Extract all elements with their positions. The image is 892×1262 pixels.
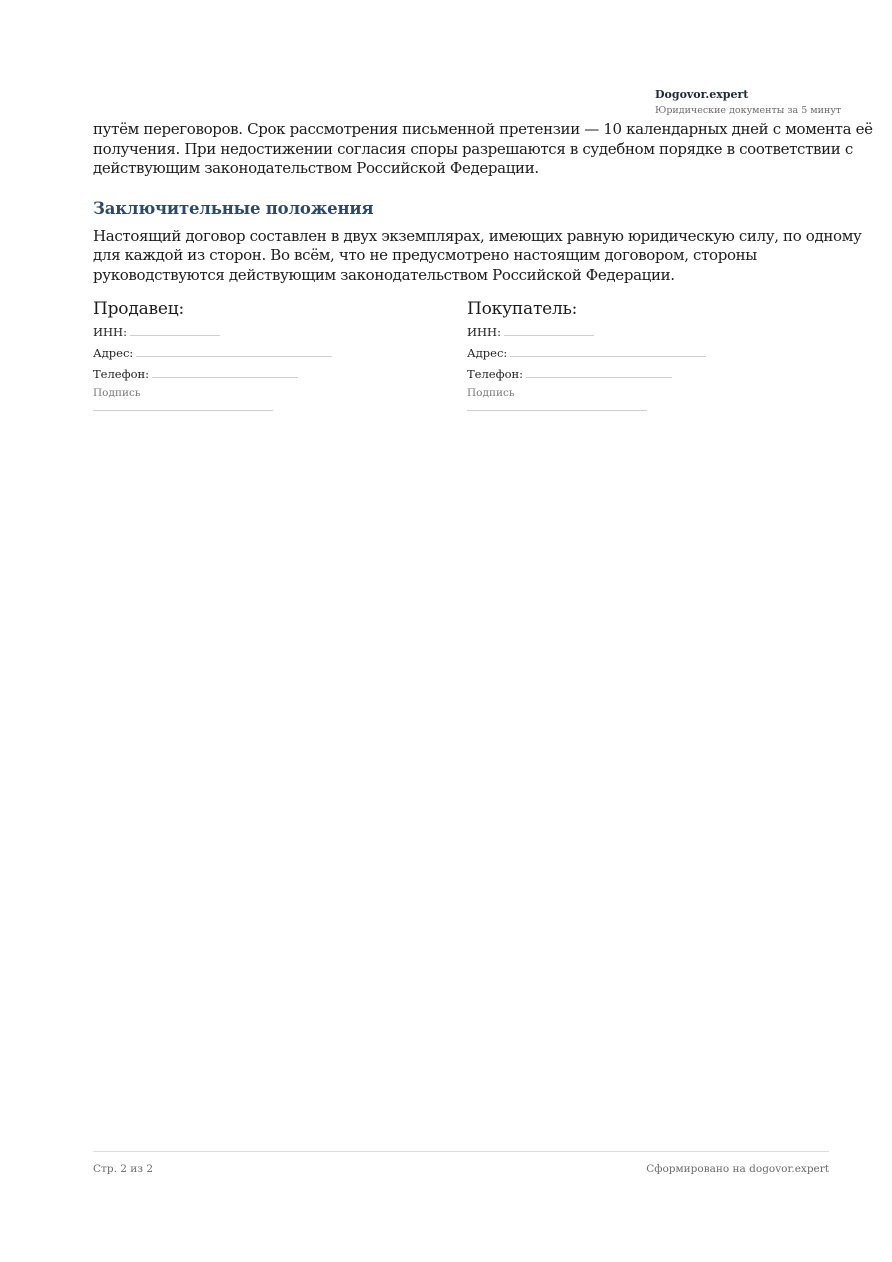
brand-tagline: Юридические документы за 5 минут [655, 105, 842, 116]
footer-divider [93, 1151, 829, 1152]
seller-block [93, 298, 393, 411]
generated-by-note: Сформировано на dogovor.expert [646, 1163, 829, 1175]
parties-block [93, 298, 833, 418]
seller-phone-label: Телефон: [93, 367, 150, 381]
final-section-title: Заключительные положения [93, 198, 374, 218]
seller-address-label: Адрес: [93, 346, 134, 360]
buyer-phone-line [526, 365, 672, 378]
seller-title: Продавец: [93, 299, 185, 319]
buyer-inn-line [504, 323, 594, 336]
buyer-phone-label: Телефон: [467, 367, 524, 381]
seller-phone-line [152, 365, 298, 378]
brand-header [655, 88, 841, 118]
brand-name: Dogovor.expert [655, 88, 749, 101]
seller-inn-label: ИНН: [93, 325, 127, 339]
buyer-signature-label: Подпись [467, 387, 515, 399]
seller-phone-field [93, 364, 393, 385]
seller-signature-label: Подпись [93, 387, 141, 399]
buyer-title: Покупатель: [467, 299, 578, 319]
seller-address-field [93, 343, 393, 364]
document-body [93, 120, 873, 285]
seller-address-line [136, 344, 332, 357]
buyer-block [467, 298, 767, 411]
page-number: Стр. 2 из 2 [93, 1163, 154, 1175]
buyer-address-label: Адрес: [467, 346, 508, 360]
seller-inn-field [93, 322, 393, 343]
seller-signature-line [93, 402, 273, 411]
buyer-inn-field [467, 322, 767, 343]
buyer-phone-field [467, 364, 767, 385]
buyer-address-line [510, 344, 706, 357]
buyer-signature-line [467, 402, 647, 411]
buyer-inn-label: ИНН: [467, 325, 501, 339]
dispute-paragraph: путём переговоров. Срок рассмотрения письменной претензии — 10 календарных дней с момента её получения. При недостижении согласия споры разрешаются в судебном порядке в соответствии с действующим законодательством Российской Федерации. [93, 120, 873, 177]
seller-inn-line [130, 323, 220, 336]
buyer-address-field [467, 343, 767, 364]
final-paragraph: Настоящий договор составлен в двух экземплярах, имеющих равную юридическую силу, по одному для каждой из сторон. Во всём, что не предусмотрено настоящим договором, стороны руководствуются действующим законодательством Российской Федерации. [93, 226, 862, 284]
